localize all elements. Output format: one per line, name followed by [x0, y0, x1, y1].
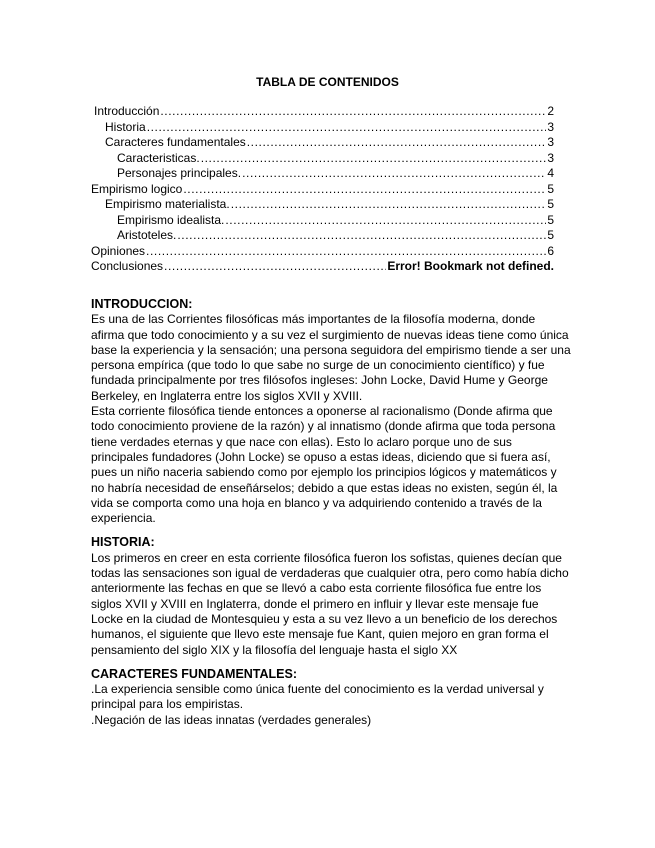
toc-entry-opiniones[interactable]: [91, 244, 554, 260]
toc-entry-historia[interactable]: [91, 120, 554, 136]
toc-entry-page: 5: [547, 181, 554, 196]
toc-leader-dots: [231, 197, 547, 213]
paragraph: .Negación de las ideas innatas (verdades generales): [91, 712, 372, 727]
paragraph: Esta corriente filosófica tiende entonces a oponerse al racionalismo (Donde afirma que todo conocimiento proviene de la razón) y al innatismo (donde afirma que toda persona tiene verdades eternas y que nace con ellas). Esto lo aclaro porque uno de sus principales fundadores (John Locke) se opuso a estas ideas, diciendo que si fuera así, pues un niño naceria sabiendo como por ejemplo los principios lógicos y matemáticos y no habría necesidad de enseñárselos; debido a que estas ideas no existen, según él, la vida se comporta como una hoja en blanco y va adquiriendo contenido a través de la experiencia.: [91, 404, 558, 526]
toc-entry-page: 5: [547, 212, 554, 227]
section-title-introduccion: INTRODUCCION:: [91, 297, 193, 311]
toc-entry-page: 4: [547, 166, 554, 180]
paragraph: Es una de las Corrientes filosóficas más importantes de la filosofía moderna, donde afirma que todo conocimiento y a su vez el surgimiento de nuevas ideas tiene como única base la experiencia y la sensación; una persona seguidora del empirismo tiende a ser una persona empírica (que todo lo que sabe no surge de un conocimiento científico) y fue fundada principalmente por tres filósofos ingleses: John Locke, David Hume y George Berkeley, en Inglaterra entre los siglos XVII y XVIII.: [91, 312, 571, 403]
spacer: [91, 658, 571, 667]
toc-leader-dots: [164, 259, 386, 275]
toc-entry-caracteres-fundamentales[interactable]: [91, 135, 554, 151]
toc-entry-empirismo-materialista[interactable]: [91, 197, 554, 213]
toc-entry-label: Empirismo idealista.: [117, 212, 225, 227]
toc-entry-conclusiones[interactable]: [91, 259, 554, 275]
toc-entry-label: Empirismo materialista.: [105, 197, 230, 211]
toc-leader-dots: [147, 120, 547, 136]
toc-entry-label: Personajes principales.: [117, 166, 242, 180]
toc-entry-introduccion[interactable]: [91, 104, 554, 120]
section-title-historia: HISTORIA:: [91, 535, 155, 550]
spacer: [91, 526, 571, 535]
toc-heading: TABLA DE CONTENIDOS: [256, 75, 399, 89]
toc-entry-label: Aristoteles.: [117, 228, 177, 242]
toc-leader-dots: [177, 228, 546, 244]
paragraph: Los primeros en creer en esta corriente filosófica fueron los sofistas, quienes decían que todas las sensaciones son igual de verdaderas que cualquier otra, pero como había dicho anteriormente las fechas en que se llevó a cabo esta corriente filosófica fue entre los siglos XVII y XVIII en Inglaterra, donde el primero en influir y llevar este mensaje fue Locke en la ciudad de Montesquieu y esta a su vez llevo a un beneficio de los derechos humanos, el siguiente que llevo este mensaje fue Kant, quien mejoro en gran forma el pensamiento del siglo XIX y la filosofía del lenguaje hasta el siglo XX: [91, 550, 569, 657]
table-of-contents: [91, 104, 554, 275]
toc-entry-error: Error! Bookmark not defined.: [387, 259, 554, 273]
toc-entry-label: Caracteristicas.: [117, 150, 200, 165]
toc-leader-dots: [242, 166, 546, 182]
toc-entry-label: Opiniones: [91, 243, 146, 258]
document-body: [91, 297, 571, 728]
toc-entry-label: Introducción: [94, 104, 160, 118]
toc-entry-label: Caracteres fundamentales: [105, 135, 246, 149]
toc-entry-page: 5: [547, 228, 554, 242]
toc-entry-label: Empirismo logico: [91, 181, 183, 196]
toc-entry-aristoteles[interactable]: [91, 228, 554, 244]
toc-entry-empirismo-idealista[interactable]: [91, 213, 554, 229]
toc-entry-page: 2: [547, 104, 554, 118]
toc-leader-dots: [247, 135, 547, 151]
toc-leader-dots: [160, 104, 546, 120]
toc-entry-page: 3: [547, 150, 554, 165]
toc-leader-dots: [183, 182, 546, 198]
toc-leader-dots: [225, 213, 546, 229]
toc-entry-empirismo-logico[interactable]: [91, 182, 554, 198]
toc-entry-label: Historia: [105, 119, 146, 134]
toc-entry-personajes-principales[interactable]: [91, 166, 554, 182]
toc-entry-page: 5: [547, 197, 554, 211]
toc-entry-page: 3: [547, 135, 554, 149]
toc-leader-dots: [146, 244, 546, 260]
toc-entry-page: 3: [547, 119, 554, 134]
section-title-caracteres: CARACTERES FUNDAMENTALES:: [91, 666, 298, 681]
toc-entry-page: 6: [547, 243, 554, 258]
toc-leader-dots: [201, 151, 547, 167]
toc-entry-caracteristicas[interactable]: [91, 151, 554, 167]
paragraph: .La experiencia sensible como única fuente del conocimiento es la verdad universal y principal para los empiristas.: [91, 682, 544, 712]
toc-entry-label: Conclusiones: [91, 259, 164, 273]
